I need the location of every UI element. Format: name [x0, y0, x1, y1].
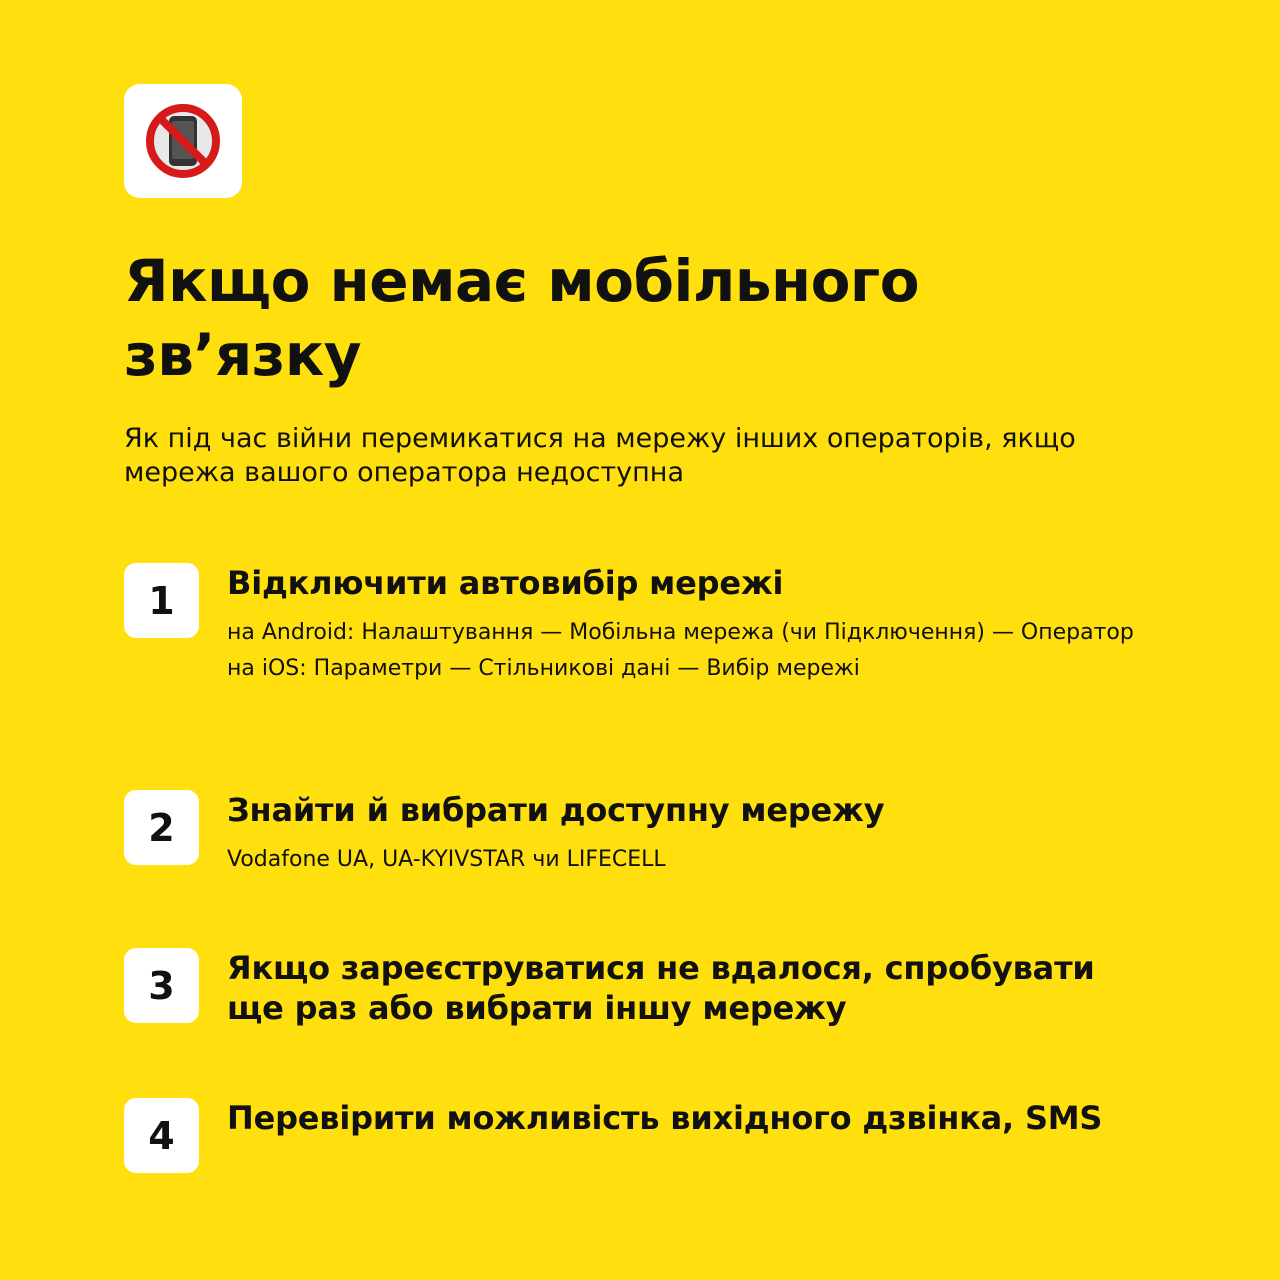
step-heading: Перевірити можливість вихідного дзвінка, SMS — [227, 1099, 1103, 1137]
page-title: Якщо немає мобільного зв’язку — [124, 247, 920, 389]
step-detail-ios: на iOS: Параметри — Стільникові дані — Вибір мережі — [227, 656, 860, 681]
step-detail-android: на Android: Налаштування — Мобільна мережа (чи Підключення) — Оператор — [227, 620, 1134, 645]
step-number-badge: 2 — [124, 790, 199, 865]
step-number-badge: 1 — [124, 563, 199, 638]
step-heading: Якщо зареєструватися не вдалося, спробувати ще раз або вибрати іншу мережу — [227, 949, 1095, 1027]
step-detail-networks: Vodafone UA, UA-KYIVSTAR чи LIFECELL — [227, 847, 666, 872]
no-mobile-phones-icon — [144, 102, 222, 180]
step-heading: Відключити автовибір мережі — [227, 564, 784, 602]
page-subtitle: Як під час війни перемикатися на мережу інших операторів, якщо мережа вашого оператора недоступна — [124, 423, 1076, 488]
step-number-badge: 3 — [124, 948, 199, 1023]
step-number-badge: 4 — [124, 1098, 199, 1173]
step-heading: Знайти й вибрати доступну мережу — [227, 791, 885, 829]
icon-card — [124, 84, 242, 198]
